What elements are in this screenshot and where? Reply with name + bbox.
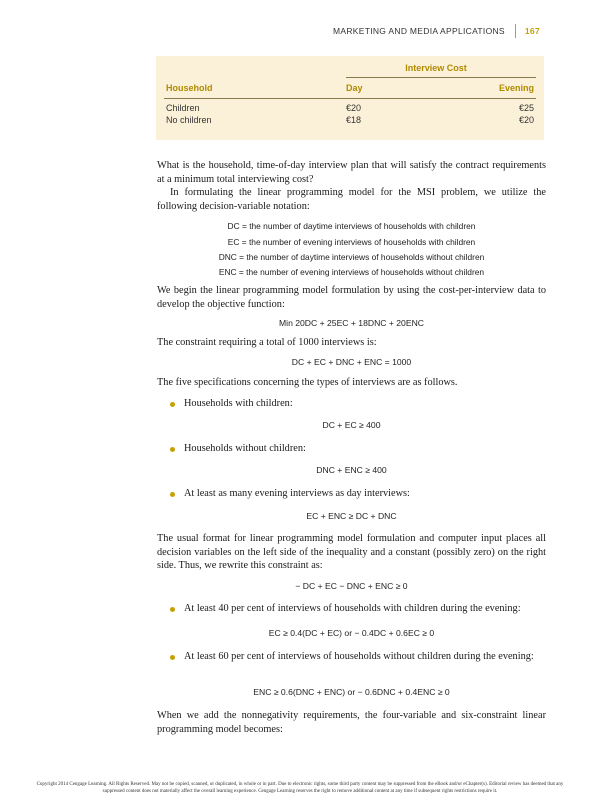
cell-household: Children bbox=[166, 103, 200, 113]
copyright-footer: Copyright 2014 Cengage Learning. All Rights Reserved. May not be copied, scanned, or duplicated, in whole or in part. Due to electronic rights, some third party content may be suppressed from the eBook and/or eChapter(s). Editorial review has deemed that any suppressed content does not materially affect the overall learning experience. Cengage Learning reserves the right to remove additional content at any time if subsequent rights restrictions require it. bbox=[36, 782, 564, 794]
paragraph-begin: We begin the linear programming model formulation by using the cost-per-interview data to develop the objective function: bbox=[157, 285, 546, 310]
paragraph-constraint-total: The constraint requiring a total of 1000 interviews is: bbox=[157, 337, 377, 348]
definition-dnc: DNC = the number of daytime interviews of households without children bbox=[218, 252, 485, 262]
table-row bbox=[156, 115, 544, 127]
bullet-text: At least as many evening interviews as day interviews: bbox=[184, 488, 410, 499]
definition-ec: EC = the number of evening interviews of households with children bbox=[227, 237, 476, 247]
running-header bbox=[333, 24, 540, 38]
bullet-forty-percent bbox=[170, 602, 546, 616]
bullet-sixty-percent bbox=[170, 650, 546, 664]
bullet-with-children bbox=[170, 397, 546, 411]
bullet-text: At least 40 per cent of interviews of households with children during the evening: bbox=[184, 603, 521, 614]
table-super-header: Interview Cost bbox=[405, 63, 467, 73]
column-header-household: Household bbox=[166, 83, 213, 93]
cell-evening: €20 bbox=[518, 115, 534, 125]
header-rule bbox=[164, 98, 536, 99]
equation-without-children: DNC + ENC ≥ 400 bbox=[316, 465, 387, 475]
definition-enc: ENC = the number of evening interviews of households without children bbox=[218, 267, 485, 277]
header-divider bbox=[515, 24, 516, 38]
equation-objective: Min 20DC + 25EC + 18DNC + 20ENC bbox=[279, 318, 424, 328]
bullet-evening-vs-day bbox=[170, 487, 546, 501]
equation-rewritten: − DC + EC − DNC + ENC ≥ 0 bbox=[295, 581, 408, 591]
column-header-day: Day bbox=[346, 83, 363, 93]
definition-dc: DC = the number of daytime interviews of households with children bbox=[227, 221, 476, 231]
bullet-dot bbox=[170, 492, 175, 497]
bullet-without-children bbox=[170, 442, 546, 456]
bullet-dot bbox=[170, 607, 175, 612]
bullet-dot bbox=[170, 655, 175, 660]
bullet-text: Households with children: bbox=[184, 398, 293, 409]
equation-forty-percent: EC ≥ 0.4(DC + EC) or − 0.4DC + 0.6EC ≥ 0 bbox=[268, 628, 435, 638]
paragraph-usual-format: The usual format for linear programming model formulation and computer input places all decision variables on the left side of the inequality and a constant (possibly zero) on the right side. Thus, we rewrite this constraint as: bbox=[157, 533, 546, 571]
table-header-row bbox=[156, 83, 544, 95]
equation-sixty-percent: ENC ≥ 0.6(DNC + ENC) or − 0.6DNC + 0.4ENC ≥ 0 bbox=[253, 687, 450, 697]
super-header-rule bbox=[346, 77, 536, 78]
column-header-evening: Evening bbox=[498, 83, 534, 93]
paragraph-question: What is the household, time-of-day interview plan that will satisfy the contract requirements at a minimum total interviewing cost? bbox=[157, 160, 546, 185]
bullet-text: Households without children: bbox=[184, 443, 306, 454]
equation-with-children: DC + EC ≥ 400 bbox=[322, 420, 381, 430]
page-number: 167 bbox=[524, 26, 540, 36]
bullet-dot bbox=[170, 402, 175, 407]
cell-day: €18 bbox=[346, 115, 362, 125]
cell-evening: €25 bbox=[518, 103, 534, 113]
table-row bbox=[156, 103, 544, 115]
equation-total: DC + EC + DNC + ENC = 1000 bbox=[291, 357, 412, 367]
paragraph-formulating: In formulating the linear programming model for the MSI problem, we utilize the following decision-variable notation: bbox=[157, 187, 546, 212]
interview-cost-table bbox=[156, 56, 544, 140]
paragraph-five-specs: The five specifications concerning the types of interviews are as follows. bbox=[157, 377, 458, 388]
cell-day: €20 bbox=[346, 103, 362, 113]
bullet-dot bbox=[170, 447, 175, 452]
paragraph-nonnegativity: When we add the nonnegativity requirements, the four-variable and six-constraint linear programming model becomes: bbox=[157, 710, 546, 735]
running-title: MARKETING AND MEDIA APPLICATIONS bbox=[332, 26, 505, 36]
bullet-text: At least 60 per cent of interviews of households without children during the evening: bbox=[184, 651, 534, 662]
equation-evening-vs-day: EC + ENC ≥ DC + DNC bbox=[306, 511, 397, 521]
cell-household: No children bbox=[166, 115, 212, 125]
